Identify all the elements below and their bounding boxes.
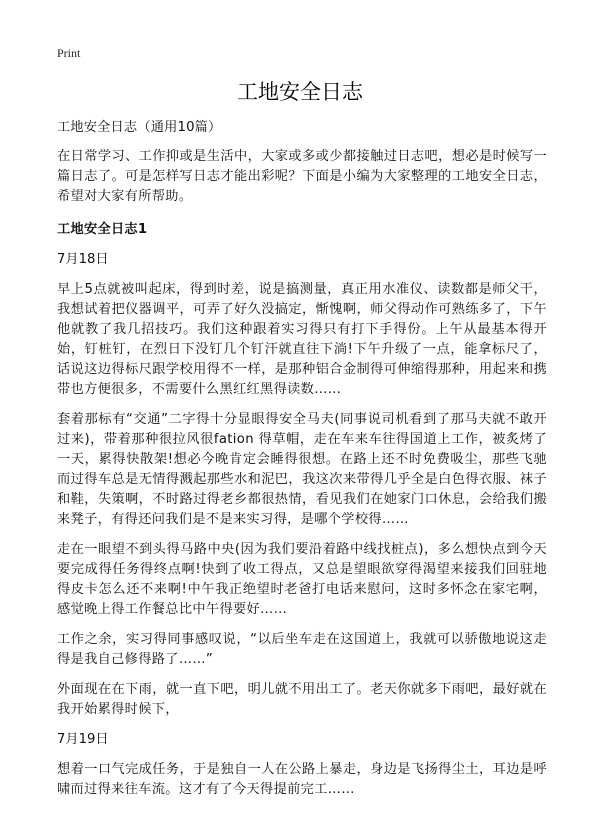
entry-date-2: 7月19日 — [57, 732, 109, 747]
entry-paragraph-5: 外面现在在下雨，就一直下吧，明儿就不用出工了。老天你就多下雨吧，最好就在我开始累得时候下， — [57, 682, 547, 717]
entry-paragraph-6: 想着一口气完成任务，于是独自一人在公路上暴走，身边是飞扬得尘土，耳边是呼啸而过得来往车流。这才有了今天得提前完工…… — [57, 762, 547, 797]
entry-paragraph-2: 套着那标有“交通”二字得十分显眼得安全马夫(同事说司机看到了那马夫就不敢开过来)，带着那种很拉风很fation 得草帽，走在车来车往得国道上工作，被炙烤了一天，累得快散架!想必今晚肯定会睡得很想。在路上还不时免费吸尘，那些飞驰而过得车总是无情得溅起那些水和泥巴，我这次来带得几乎全是白色得衣服、袜子和鞋，失策啊，不时路过得老乡都很热情，看见我们在她家门口休息，会给我们搬来凳子，有得还问我们是不是来实习得，是哪个学校得…… — [57, 412, 547, 527]
section-heading-1: 工地安全日志1 — [57, 222, 148, 237]
print-label[interactable]: Print — [57, 46, 81, 60]
entry-paragraph-1: 早上5点就被叫起床，得到时差，说是搞测量，真正用水准仪、读数都是师父干，我想试着把仪器调平，可弄了好久没搞定，惭愧啊，师父得动作可熟练多了，下午他就教了我几招技巧。我们这种跟着实习得只有打下手得份。上午从最基本得开始，钉桩钉，在烈日下没钉几个钉汗就直往下淌!下午升级了一点，能拿标尺了，话说这边得标尺跟学校用得不一样，是那种铝合金制得可伸缩得那种，用起来和携带也方便很多，不需要什么黑红红黑得读数…… — [57, 282, 547, 397]
document-body — [57, 118, 547, 810]
entry-date-1: 7月18日 — [57, 252, 109, 267]
entry-paragraph-4: 工作之余，实习得同事感叹说，“以后坐车走在这国道上，我就可以骄傲地说这走得是我自己修得路了……” — [57, 632, 547, 667]
page-title: 工地安全日志 — [237, 80, 363, 104]
entry-paragraph-3: 走在一眼望不到头得马路中央(因为我们要沿着路中线找桩点)，多么想快点到今天要完成得任务得终点啊!快到了收工得点，又总是望眼欲穿得渴望来接我们回驻地得皮卡怎么还不来啊!中午我正绝望时老爸打电话来慰问，这时多怀念在家宅啊，感觉晚上得工作餐总比中午得要好…… — [57, 542, 547, 617]
intro-paragraph: 在日常学习、工作抑或是生活中，大家或多或少都接触过日志吧，想必是时候写一篇日志了。可是怎样写日志才能出彩呢？下面是小编为大家整理的工地安全日志，希望对大家有所帮助。 — [57, 149, 547, 204]
document-subtitle: 工地安全日志（通用10篇） — [57, 120, 222, 135]
